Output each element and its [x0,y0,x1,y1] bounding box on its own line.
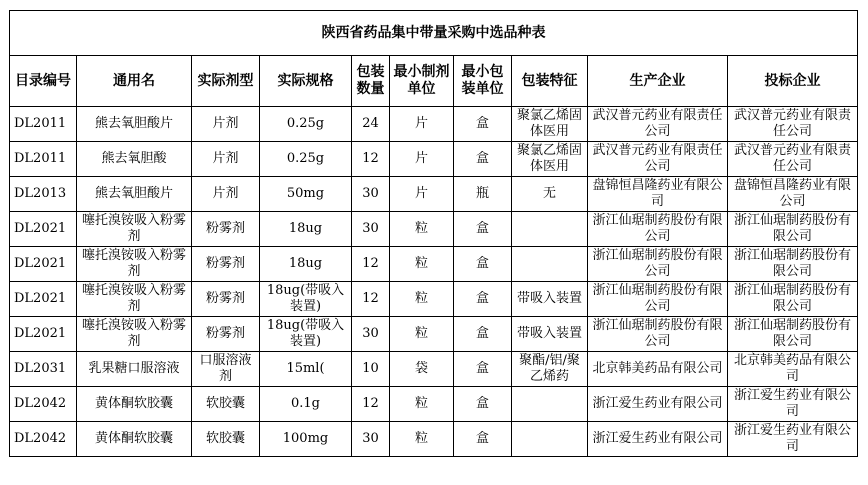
table-cell: 18ug(带吸入装置) [260,282,352,317]
table-cell: 浙江爱生药业有限公司 [588,387,728,422]
table-cell: 18ug [260,247,352,282]
table-cell: 浙江仙琚制药股份有限公司 [588,212,728,247]
table-cell: 浙江仙琚制药股份有限公司 [588,282,728,317]
table-cell: 盒 [454,212,512,247]
table-row [10,317,858,352]
column-header: 目录编号 [10,56,77,107]
table-cell: 带吸入装置 [512,282,588,317]
table-cell: 粒 [390,387,454,422]
table-row [10,177,858,212]
table-cell: 黄体酮软胶囊 [77,422,192,457]
table-cell: 30 [352,317,390,352]
table-cell: 无 [512,177,588,212]
table-cell: 浙江仙琚制药股份有限公司 [588,317,728,352]
table-cell: 粉雾剂 [192,282,260,317]
table-row [10,387,858,422]
table-cell: DL2021 [10,317,77,352]
table-cell: DL2042 [10,422,77,457]
table-cell: 盒 [454,107,512,142]
table-cell: 片剂 [192,177,260,212]
table-cell: 噻托溴铵吸入粉雾剂 [77,247,192,282]
table-cell: 粒 [390,317,454,352]
table-cell: 北京韩美药品有限公司 [728,352,858,387]
table-cell: 片 [390,107,454,142]
table-cell: 30 [352,177,390,212]
table-cell: 50mg [260,177,352,212]
table-cell: DL2021 [10,247,77,282]
table-cell: 粒 [390,247,454,282]
table-cell [512,387,588,422]
table-cell: 18ug(带吸入装置) [260,317,352,352]
table-cell: 粉雾剂 [192,212,260,247]
table-cell: 盒 [454,422,512,457]
table-row [10,247,858,282]
table-cell: 熊去氧胆酸片 [77,177,192,212]
column-header: 投标企业 [728,56,858,107]
table-cell: 乳果糖口服溶液 [77,352,192,387]
table-cell: 噻托溴铵吸入粉雾剂 [77,282,192,317]
column-header: 生产企业 [588,56,728,107]
table-cell: 软胶囊 [192,422,260,457]
table-cell: 盒 [454,247,512,282]
table-cell [512,247,588,282]
table-title: 陕西省药品集中带量采购中选品种表 [10,11,858,56]
table-cell: 12 [352,247,390,282]
table-cell: 盒 [454,317,512,352]
table-row [10,352,858,387]
table-cell: 带吸入装置 [512,317,588,352]
table-cell: 噻托溴铵吸入粉雾剂 [77,317,192,352]
table-cell: 盒 [454,282,512,317]
column-header: 最小制剂单位 [390,56,454,107]
table-cell: 0.25g [260,142,352,177]
table-cell: 噻托溴铵吸入粉雾剂 [77,212,192,247]
table-cell: DL2021 [10,212,77,247]
table-cell: 熊去氧胆酸 [77,142,192,177]
table-cell: 盘锦恒昌隆药业有限公司 [588,177,728,212]
table-cell [512,422,588,457]
table-cell [512,212,588,247]
table-cell: 武汉普元药业有限责任公司 [728,107,858,142]
table-cell: DL2011 [10,142,77,177]
table-cell: 片 [390,177,454,212]
table-row [10,212,858,247]
table-cell: DL2021 [10,282,77,317]
table-body [10,107,858,457]
table-cell: 0.1g [260,387,352,422]
table-row [10,282,858,317]
table-row [10,142,858,177]
table-cell: 片 [390,142,454,177]
table-cell: 24 [352,107,390,142]
table-cell: 浙江爱生药业有限公司 [728,422,858,457]
column-header: 最小包装单位 [454,56,512,107]
table-row [10,107,858,142]
column-header: 实际规格 [260,56,352,107]
table-cell: DL2031 [10,352,77,387]
table-cell: 熊去氧胆酸片 [77,107,192,142]
table-cell: 武汉普元药业有限责任公司 [728,142,858,177]
procurement-table [9,10,858,457]
table-row [10,422,858,457]
table-cell: 12 [352,282,390,317]
table-cell: 15ml( [260,352,352,387]
table-cell: 盘锦恒昌隆药业有限公司 [728,177,858,212]
table-cell: 100mg [260,422,352,457]
table-cell: 粉雾剂 [192,317,260,352]
column-header: 包装数量 [352,56,390,107]
table-cell: 浙江仙琚制药股份有限公司 [728,317,858,352]
table-cell: 浙江仙琚制药股份有限公司 [728,212,858,247]
column-header: 包装特征 [512,56,588,107]
table-cell: 盒 [454,387,512,422]
table-cell: DL2042 [10,387,77,422]
table-cell: 浙江仙琚制药股份有限公司 [728,247,858,282]
table-cell: 粒 [390,422,454,457]
table-cell: DL2011 [10,107,77,142]
table-cell: 软胶囊 [192,387,260,422]
table-cell: 浙江仙琚制药股份有限公司 [728,282,858,317]
column-header: 通用名 [77,56,192,107]
table-cell: 0.25g [260,107,352,142]
table-cell: 12 [352,387,390,422]
table-cell: DL2013 [10,177,77,212]
table-cell: 袋 [390,352,454,387]
column-header: 实际剂型 [192,56,260,107]
table-cell: 聚酯/铝/聚乙烯药 [512,352,588,387]
table-cell: 盒 [454,142,512,177]
table-cell: 粒 [390,282,454,317]
table-cell: 30 [352,212,390,247]
table-cell: 武汉普元药业有限责任公司 [588,107,728,142]
table-cell: 粉雾剂 [192,247,260,282]
table-cell: 浙江仙琚制药股份有限公司 [588,247,728,282]
table-cell: 口服溶液剂 [192,352,260,387]
table-cell: 北京韩美药品有限公司 [588,352,728,387]
table-cell: 浙江爱生药业有限公司 [728,387,858,422]
table-cell: 聚氯乙烯固体医用 [512,142,588,177]
table-cell: 盒 [454,352,512,387]
table-cell: 30 [352,422,390,457]
table-cell: 12 [352,142,390,177]
table-cell: 武汉普元药业有限责任公司 [588,142,728,177]
table-cell: 粒 [390,212,454,247]
table-cell: 聚氯乙烯固体医用 [512,107,588,142]
table-cell: 10 [352,352,390,387]
table-cell: 片剂 [192,107,260,142]
table-cell: 片剂 [192,142,260,177]
table-cell: 黄体酮软胶囊 [77,387,192,422]
table-cell: 瓶 [454,177,512,212]
table-cell: 浙江爱生药业有限公司 [588,422,728,457]
table-cell: 18ug [260,212,352,247]
